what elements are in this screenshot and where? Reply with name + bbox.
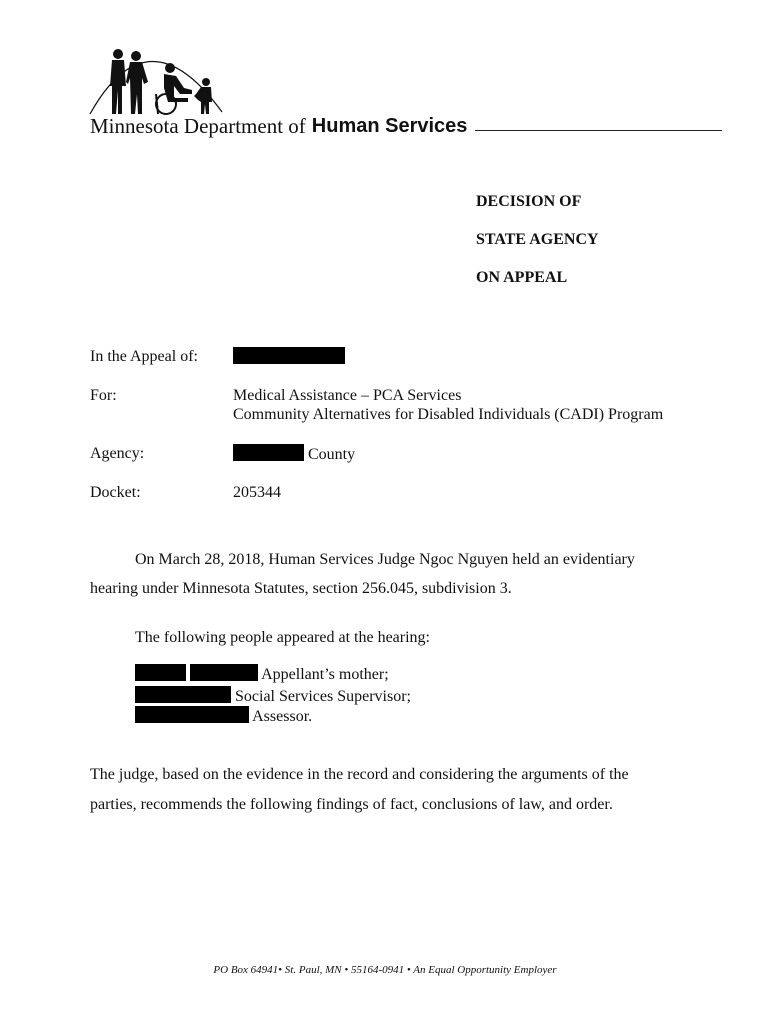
recommendation-line-2: parties, recommends the following findings of fact, conclusions of law, and order. xyxy=(90,796,613,813)
hearing-paragraph-line-1: On March 28, 2018, Human Services Judge Ngoc Nguyen held an evidentiary xyxy=(135,551,635,568)
agency-county: County xyxy=(308,446,356,463)
attendee-1-role: Appellant’s mother; xyxy=(261,666,389,683)
recommendation-line-1: The judge, based on the evidence in the record and considering the arguments of the xyxy=(90,766,629,783)
decision-heading xyxy=(476,192,599,306)
decision-line-3: ON APPEAL xyxy=(476,269,568,286)
redaction-box xyxy=(190,664,258,681)
appeal-value xyxy=(233,347,345,367)
for-value-line-1: Medical Assistance – PCA Services xyxy=(233,387,462,404)
letterhead xyxy=(90,112,722,140)
family-silhouette-logo xyxy=(84,38,234,120)
for-label: For: xyxy=(90,387,117,404)
docket-value: 205344 xyxy=(233,484,281,501)
attendee-2-role: Social Services Supervisor; xyxy=(235,688,411,705)
letterhead-human-services: Human Services xyxy=(311,115,468,137)
agency-value xyxy=(233,444,355,464)
attendee-2 xyxy=(135,686,411,706)
attendee-1 xyxy=(135,664,389,684)
redaction-box xyxy=(135,664,186,681)
redaction-box xyxy=(233,347,345,364)
decision-line-1: DECISION OF xyxy=(476,193,582,210)
attendees-intro: The following people appeared at the hearing: xyxy=(135,629,430,646)
redaction-box xyxy=(233,444,304,461)
letterhead-department: Minnesota Department of xyxy=(90,114,306,138)
attendee-3 xyxy=(135,706,312,726)
hearing-paragraph-line-2: hearing under Minnesota Statutes, section 256.045, subdivision 3. xyxy=(90,580,512,597)
docket-label: Docket: xyxy=(90,484,141,501)
agency-label: Agency: xyxy=(90,445,145,462)
letterhead-rule xyxy=(475,130,722,131)
appeal-label: In the Appeal of: xyxy=(90,348,198,365)
redaction-box xyxy=(135,706,249,723)
decision-line-2: STATE AGENCY xyxy=(476,231,599,248)
for-value-line-2: Community Alternatives for Disabled Individuals (CADI) Program xyxy=(233,406,664,423)
footer-address: PO Box 64941• St. Paul, MN • 55164-0941 • An Equal Opportunity Employer xyxy=(213,964,557,976)
redaction-box xyxy=(135,686,231,703)
attendee-3-role: Assessor. xyxy=(252,708,313,725)
